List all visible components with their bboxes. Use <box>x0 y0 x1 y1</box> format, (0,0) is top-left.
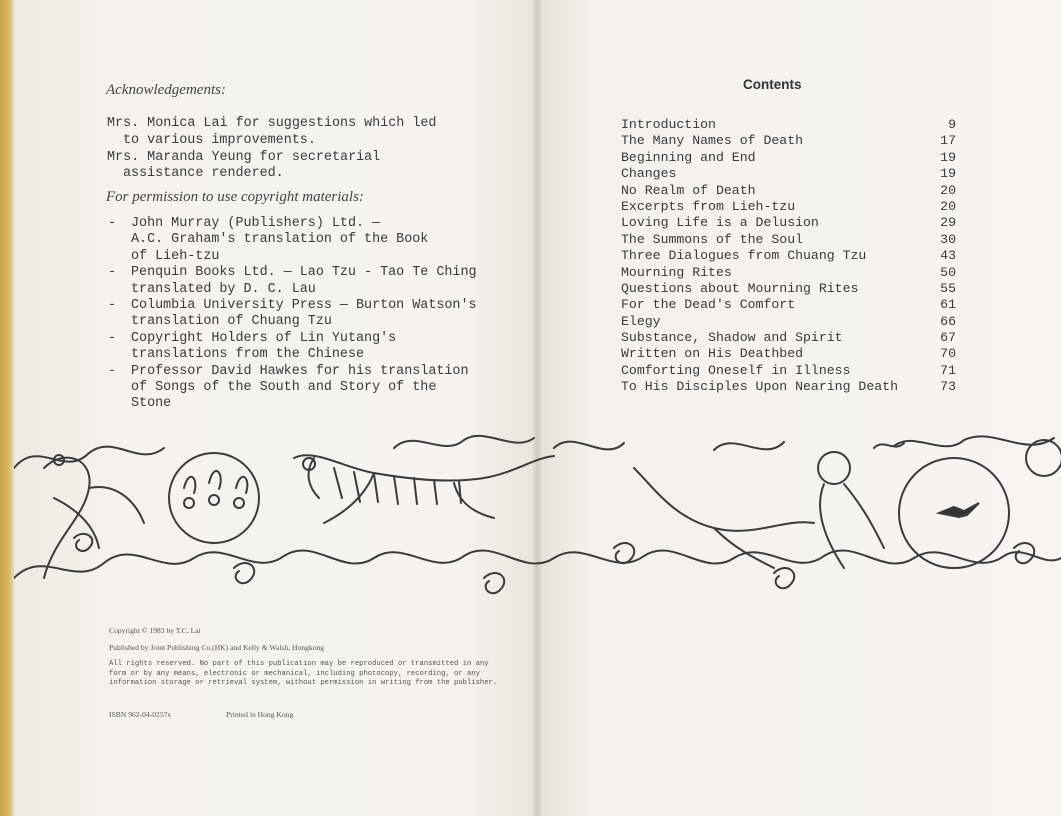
toc-title: Questions about Mourning Rites <box>621 280 859 296</box>
list-dash: - <box>108 216 117 231</box>
toc-row <box>621 346 956 362</box>
toc-page-number: 50 <box>940 264 956 280</box>
toc-title: Excerpts from Lieh-tzu <box>621 198 796 214</box>
list-dash: - <box>108 265 117 281</box>
acknowledgements-heading: Acknowledgements: <box>106 82 226 98</box>
toc-page-number: 73 <box>940 379 956 395</box>
toc-title: Loving Life is a Delusion <box>621 215 819 231</box>
toc-title: The Many Names of Death <box>621 133 804 149</box>
contents-heading: Contents <box>743 77 802 92</box>
toc-title: No Realm of Death <box>621 182 756 198</box>
toc-title: Mourning Rites <box>621 264 732 280</box>
permission-item <box>108 298 511 331</box>
list-dash: - <box>108 298 117 314</box>
publisher-line: Published by Joint Publishing Co.(HK) and Kelly & Walsh, Hongkong <box>109 643 325 652</box>
toc-title: Introduction <box>621 117 716 132</box>
toc-row <box>621 150 956 166</box>
toc-page-number: 30 <box>940 231 956 247</box>
ack-line: Mrs. Monica Lai for suggestions which led <box>107 116 437 131</box>
toc-page-number: 71 <box>940 362 956 378</box>
list-dash: - <box>108 363 117 379</box>
permission-text: Copyright Holders of Lin Yutang's translations from the Chinese <box>131 330 397 363</box>
toc-row <box>621 183 956 199</box>
toc-page-number: 19 <box>940 149 956 165</box>
toc-row <box>621 314 956 330</box>
toc-title: The Summons of the Soul <box>621 231 804 247</box>
table-of-contents <box>621 117 956 396</box>
toc-page-number: 20 <box>940 182 956 198</box>
toc-title: Changes <box>621 166 677 182</box>
permission-item <box>108 364 511 413</box>
toc-page-number: 67 <box>940 330 956 346</box>
toc-title: Three Dialogues from Chuang Tzu <box>621 248 867 264</box>
toc-page-number: 19 <box>940 166 956 182</box>
toc-title: Elegy <box>621 313 661 329</box>
rights-notice: All rights reserved. No part of this publication may be reproduced or transmitted in any form or by any means, electronic or mechanical, including photocopy, recording, or any information storage or retrieval system, without permission in writing from the publisher. <box>109 660 498 688</box>
toc-row <box>621 330 956 346</box>
toc-row <box>621 166 956 182</box>
toc-page-number: 61 <box>940 297 956 313</box>
toc-page-number: 55 <box>940 280 956 296</box>
permissions-heading: For permission to use copyright materials: <box>106 189 364 205</box>
permission-text: Penquin Books Ltd. — Lao Tzu - Tao Te Ching translated by D. C. Lau <box>131 265 477 297</box>
ack-line: Mrs. Maranda Yeung for secretarial <box>107 150 381 165</box>
permission-item <box>108 216 511 265</box>
toc-page-number: 17 <box>940 133 956 149</box>
toc-row <box>621 117 956 133</box>
toc-row <box>621 297 956 313</box>
toc-title: Comforting Oneself in Illness <box>621 362 851 378</box>
toc-page-number: 43 <box>940 248 956 264</box>
toc-row <box>621 265 956 281</box>
ack-line: assistance rendered. <box>123 166 284 181</box>
toc-row <box>621 232 956 248</box>
isbn-line: ISBN 962-04-0257x <box>109 710 172 719</box>
toc-page-number: 66 <box>940 313 956 329</box>
toc-row <box>621 363 956 379</box>
toc-title: To His Disciples Upon Nearing Death <box>621 379 898 395</box>
book-cover-edge <box>0 0 14 816</box>
toc-row <box>621 379 956 395</box>
book-gutter <box>532 0 542 816</box>
copyright-line: Copyright © 1983 by T.C. Lai <box>109 626 201 635</box>
toc-row <box>621 199 956 215</box>
permissions-list <box>108 216 511 413</box>
toc-title: For the Dead's Comfort <box>621 297 796 313</box>
list-dash: - <box>108 330 117 346</box>
decorative-frieze-illustration <box>14 428 1061 598</box>
toc-title: Beginning and End <box>621 149 756 165</box>
toc-row <box>621 133 956 149</box>
printed-line: Printed in Hong Kong <box>226 710 294 719</box>
toc-row <box>621 248 956 264</box>
permission-text: John Murray (Publishers) Ltd. — A.C. Graham's translation of the Book of Lieh-tzu <box>131 216 429 264</box>
permission-text: Professor David Hawkes for his translation of Songs of the South and Story of the Stone <box>131 363 469 412</box>
toc-page-number: 20 <box>940 198 956 214</box>
ack-line: to various improvements. <box>123 133 316 148</box>
permission-item <box>108 265 511 298</box>
toc-page-number: 70 <box>940 346 956 362</box>
toc-title: Written on His Deathbed <box>621 346 804 362</box>
toc-title: Substance, Shadow and Spirit <box>621 330 843 346</box>
toc-row <box>621 281 956 297</box>
toc-row <box>621 215 956 231</box>
toc-page-number: 29 <box>940 215 956 231</box>
toc-page-number: 9 <box>948 117 956 132</box>
permission-item <box>108 331 511 364</box>
permission-text: Columbia University Press — Burton Watson's translation of Chuang Tzu <box>131 298 477 330</box>
